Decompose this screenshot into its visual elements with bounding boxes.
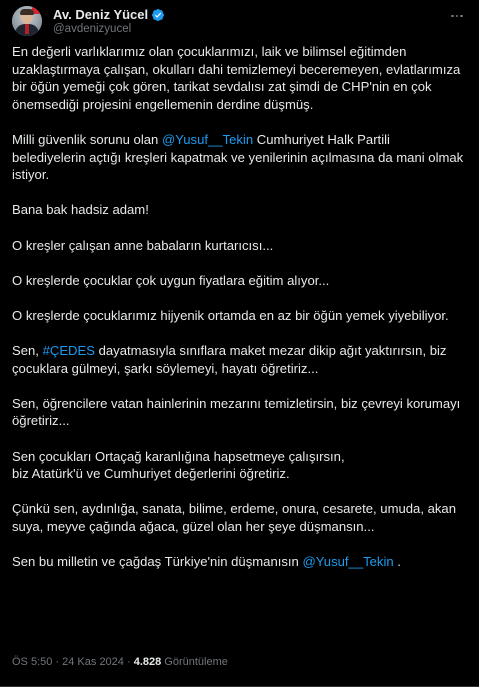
views-label: Görüntüleme	[161, 656, 228, 668]
paragraph-11	[12, 553, 467, 571]
tweet-header	[12, 6, 467, 36]
text: Sen bu milletin ve çağdaş Türkiye'nin düşmanısın	[12, 554, 303, 570]
text: Cumhuriyet Halk Partili belediyelerin açtığı kreşleri kapatmak ve yenilerinin açılmasına da mani olmak istiyor.	[12, 131, 467, 183]
tweet-text	[12, 43, 467, 588]
more-horizontal-icon[interactable]	[447, 8, 467, 24]
tweet-date[interactable]: 24 Kas 2024	[62, 656, 124, 668]
paragraph-2	[12, 131, 467, 184]
views-count: 4.828	[133, 656, 162, 668]
paragraph-7	[12, 342, 467, 377]
paragraph-5: O kreşlerde çocuklar çok uygun fiyatlara eğitim alıyor...	[12, 272, 330, 288]
hashtag-link[interactable]: #ÇEDES	[42, 343, 95, 359]
author-name-row[interactable]	[53, 7, 165, 22]
author-handle[interactable]: @avdenizyucel	[53, 23, 132, 35]
text: Milli güvenlik sorunu olan	[12, 131, 162, 147]
mention-link[interactable]: @Yusuf__Tekin	[161, 131, 254, 147]
text: Sen,	[12, 343, 43, 359]
paragraph-9: Sen çocukları Ortaçağ karanlığına hapsetmeye çalışırsın, biz Atatürk'ü ve Cumhuriyet değerlerini öğretiriz.	[12, 448, 345, 482]
paragraph-10: Çünkü sen, aydınlığa, sanata, bilime, erdeme, onura, cesarete, umuda, akan suya, meyve çağında ağaca, güzel olan her şeye düşmansın...	[12, 501, 460, 535]
paragraph-6: O kreşlerde çocuklarımız hijyenik ortamda en az bir öğün yemek yiyebiliyor.	[12, 307, 449, 323]
paragraph-4: O kreşler çalışan anne babaların kurtarıcısı...	[12, 237, 274, 253]
author-name[interactable]: Av. Deniz Yücel	[53, 7, 149, 22]
tweet-meta	[12, 656, 228, 668]
verified-badge-icon	[151, 8, 165, 22]
paragraph-8: Sen, öğrencilere vatan hainlerinin mezarını temizletirsin, biz çevreyi korumayı öğretiriz...	[12, 395, 464, 429]
paragraph-1: En değerli varlıklarımız olan çocuklarımızı, laik ve bilimsel eğitimden uzaklaştırmaya çalışan, okulları dahi temizlemeyi beceremeyen, evlatlarımıza bir öğün yemeği çok gören, tarikat sevdalısı zat şimdi de CHP'nin en çok önemsediği projesini engellemenin derdine düşmüş.	[12, 44, 464, 112]
avatar[interactable]	[12, 6, 42, 36]
text: dayatmasıyla sınıflara maket mezar dikip ağıt yaktırırsın, biz çocuklara gülmeyi, şarkı söylemeyi, hayatı öğretiriz...	[12, 343, 451, 376]
text: .	[393, 554, 401, 570]
tweet-time[interactable]: ÖS 5:50	[12, 656, 53, 668]
mention-link[interactable]: @Yusuf__Tekin	[302, 554, 394, 570]
separator: ·	[123, 656, 134, 668]
separator: ·	[52, 656, 63, 668]
paragraph-3: Bana bak hadsiz adam!	[12, 202, 149, 218]
